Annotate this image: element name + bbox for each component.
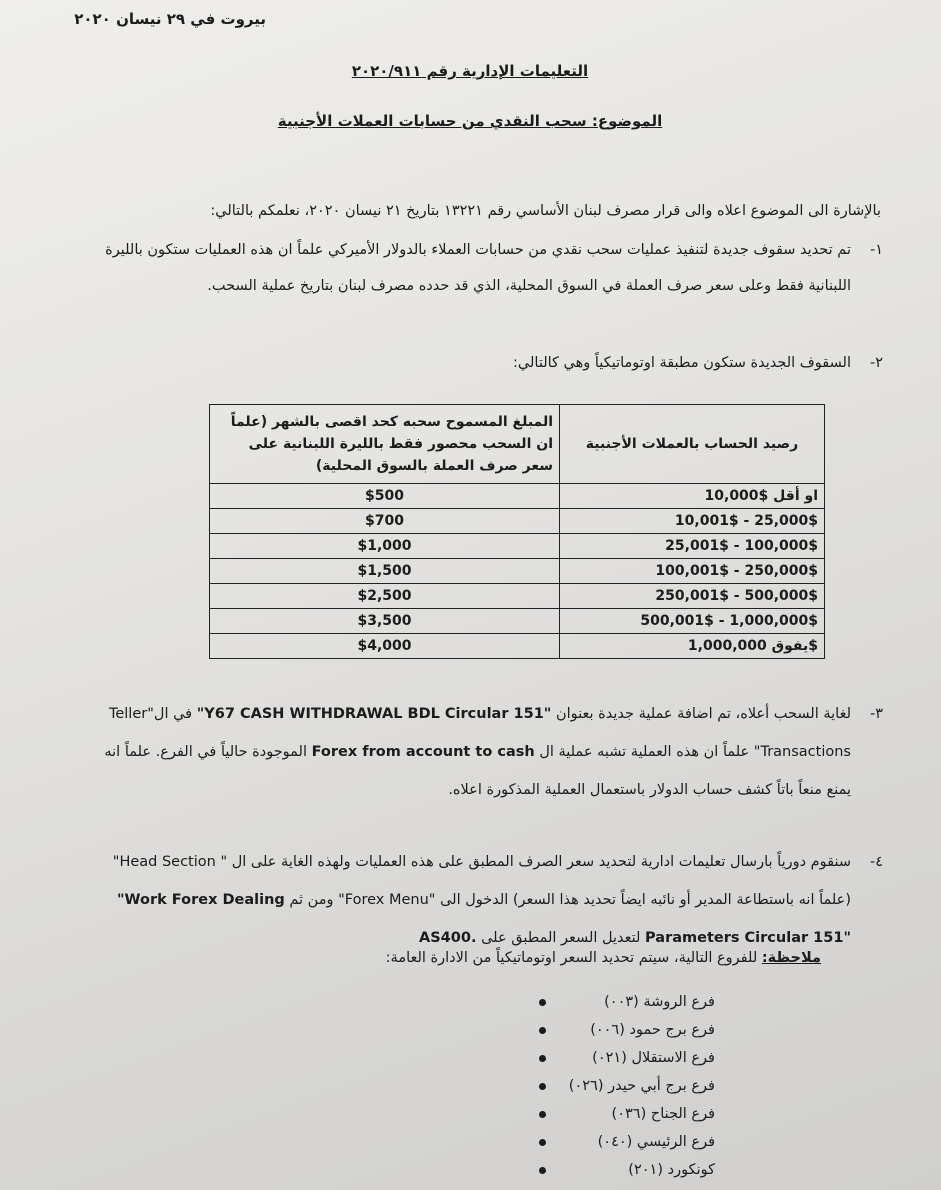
item-3-text-c: الموجودة حالياً في الفرع. علماً انه يمنع منعاً باتاً كشف حساب الدولار باستعمال العملية المذكورة اعلاه. — [104, 744, 851, 798]
table-header-row — [210, 405, 825, 484]
bullet-icon — [539, 1083, 546, 1090]
branch-name: فرع برج حمود (٠٠٦) — [590, 1022, 715, 1038]
item-1 — [81, 232, 883, 304]
branch-name: فرع الاستقلال (٠٢١) — [592, 1050, 715, 1066]
bullet-icon — [539, 1139, 546, 1146]
item-3 — [81, 695, 883, 809]
item-1-number: ١- — [869, 242, 883, 258]
row-limit: $4,000 — [210, 634, 560, 659]
document-subject: الموضوع: سحب النقدي من حسابات العملات الأجنبية — [277, 112, 663, 130]
list-item — [569, 1156, 715, 1184]
list-item — [569, 988, 715, 1016]
bullet-icon — [539, 1111, 546, 1118]
table-row — [210, 559, 825, 584]
list-item — [569, 1128, 715, 1156]
item-3-number: ٣- — [869, 706, 883, 722]
row-limit: $500 — [210, 484, 560, 509]
header-balance: رصيد الحساب بالعملات الأجنبية — [560, 405, 825, 484]
document-title: التعليمات الإدارية رقم ٢٠٢٠/٩١١ — [351, 62, 589, 80]
list-item — [569, 1016, 715, 1044]
note — [386, 950, 821, 966]
document-date: بيروت في ٢٩ نيسان ٢٠٢٠ — [74, 10, 266, 28]
table-row — [210, 484, 825, 509]
row-limit: $1,000 — [210, 534, 560, 559]
item-3-text-a: لغاية السحب أعلاه، تم اضافة عملية جديدة بعنوان — [555, 706, 851, 722]
row-balance: 100,001$ - 250,000$ — [560, 559, 825, 584]
item-3-code: "Y67 CASH WITHDRAWAL BDL Circular 151" — [196, 706, 552, 722]
intro-paragraph: بالإشارة الى الموضوع اعلاه والى قرار مصرف لبنان الأساسي رقم ١٣٢٢١ بتاريخ ٢١ نيسان ٢٠٢٠، نعلمكم بالتالي: — [210, 203, 881, 219]
row-limit: $3,500 — [210, 609, 560, 634]
item-2 — [81, 345, 883, 381]
branch-name: فرع برج أبي حيدر (٠٢٦) — [568, 1078, 715, 1094]
item-3-code-2: Forex from account to cash — [311, 744, 535, 760]
table-row — [210, 534, 825, 559]
list-item — [569, 1100, 715, 1128]
branch-name: كونكورد (٢٠١) — [628, 1162, 715, 1178]
table-row — [210, 634, 825, 659]
item-4-text-b: لتعديل السعر المطبق على — [481, 930, 641, 946]
header-limit: المبلغ المسموح سحبه كحد اقصى بالشهر (علماً ان السحب محصور فقط بالليرة اللبنانية على سعر صرف العملة بالسوق المحلية) — [210, 405, 560, 484]
row-balance: يفوق 1,000,000$ — [560, 634, 825, 659]
branch-list — [569, 988, 715, 1184]
note-text: للفروع التالية، سيتم تحديد السعر اوتوماتيكياً من الادارة العامة: — [385, 950, 758, 966]
item-3-text-b: في ال"Teller Transactions" علماً ان هذه العملية تشبه عملية ال — [108, 706, 851, 760]
branch-name: فرع الروشة (٠٠٣) — [604, 994, 715, 1010]
note-label: ملاحظة: — [761, 950, 821, 966]
row-limit: $1,500 — [210, 559, 560, 584]
bullet-icon — [539, 999, 546, 1006]
bullet-icon — [539, 1167, 546, 1174]
row-balance: 500,001$ - 1,000,000$ — [560, 609, 825, 634]
item-4-code-2: AS400. — [419, 930, 477, 946]
item-4-number: ٤- — [869, 854, 883, 870]
branch-name: فرع الجناح (٠٣٦) — [611, 1106, 715, 1122]
table-row — [210, 584, 825, 609]
table-row — [210, 609, 825, 634]
item-4 — [81, 843, 883, 957]
row-balance: 25,001$ - 100,000$ — [560, 534, 825, 559]
item-4-code: "Work Forex Dealing Parameters Circular 151" — [116, 892, 851, 946]
table-row — [210, 509, 825, 534]
branch-name: فرع الرئيسي (٠٤٠) — [597, 1134, 715, 1150]
row-limit: $2,500 — [210, 584, 560, 609]
item-1-text: تم تحديد سقوف جديدة لتنفيذ عمليات سحب نقدي من حسابات العملاء بالدولار الأميركي علماً ان هذه العمليات ستكون بالليرة اللبنانية فقط وعلى سعر صرف العملة في السوق المحلية، الذي قد حدده مصرف لبنان بتاريخ عملية السحب. — [105, 242, 851, 294]
row-balance: 10,000$ او أقل — [560, 484, 825, 509]
bullet-icon — [539, 1055, 546, 1062]
list-item — [569, 1044, 715, 1072]
item-4-text-a: سنقوم دورياً بارسال تعليمات ادارية لتحديد سعر الصرف المطبق على هذه العمليات ولهذه الغاية على ال " Head Section" (علماً انه باستطاعة المدير أو نائبه ايضاً تحديد هذا السعر) الدخول الى "Forex Menu" ومن ثم — [112, 854, 851, 908]
row-balance: 10,001$ - 25,000$ — [560, 509, 825, 534]
item-2-number: ٢- — [869, 355, 883, 371]
item-2-text: السقوف الجديدة ستكون مطبقة اوتوماتيكياً وهي كالتالي: — [513, 355, 851, 371]
row-balance: 250,001$ - 500,000$ — [560, 584, 825, 609]
list-item — [569, 1072, 715, 1100]
withdrawal-limits-table — [209, 404, 825, 659]
row-limit: $700 — [210, 509, 560, 534]
bullet-icon — [539, 1027, 546, 1034]
